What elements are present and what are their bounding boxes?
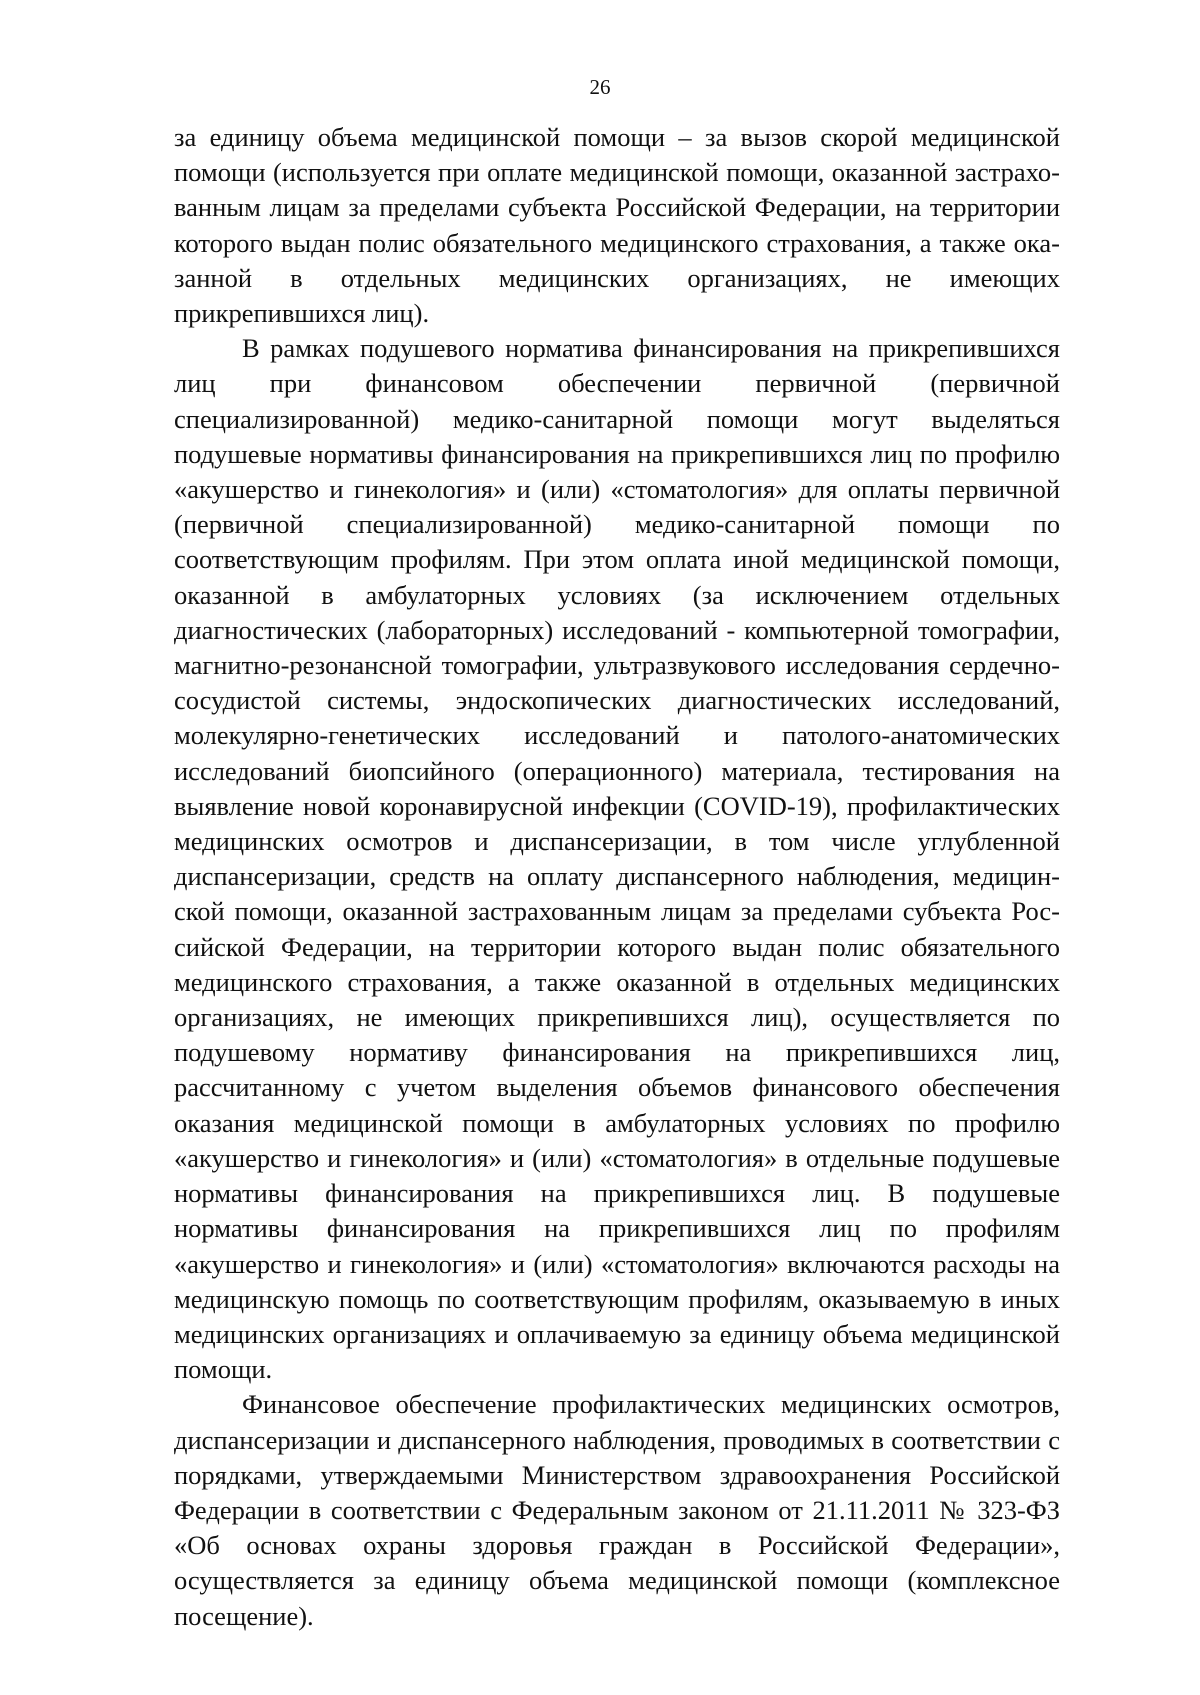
document-body: [174, 120, 1060, 1634]
paragraph-per-capita-norms: В рамках подушевого норматива финансирования на прикрепившихся лиц при финансовом обеспечении первичной (первичной специализированной) медико-санитарной помощи могут выделяться подушевые нормативы финансирования на прикрепившихся лиц по профилю «акушерство и гинекология» и (или) «стоматология» для оплаты первичной (первичной специализированной) медико-санитарной помощи по соответствующим профилям. При этом оплата иной медицинской помощи, оказанной в амбулаторных условиях (за исключением отдельных диагностических (лабораторных) исследований - компьютерной томографии, магнитно-резонансной томографии, ультразвукового исследования сердечно-сосудистой системы, эндоскопических диагностических исследований, молекулярно-генетических исследований и патолого-анатомических исследований биопсийного (операционного) материала, тестирования на выявление новой коронавирусной инфекции (COVID-19), профилактических медицинских осмотров и диспансеризации, в том числе углубленной диспансеризации, средств на оплату диспансерного наблюдения, медицинской помощи, оказанной застрахованным лицам за пределами субъекта Российской Федерации, на территории которого выдан полис обязательного медицинского страхования, а также оказанной в отдельных медицинских организациях, не имеющих прикрепившихся лиц), осуществляется по подушевому нормативу финансирования на прикрепившихся лиц, рассчитанному с учетом выделения объемов финансового обеспечения оказания медицинской помощи в амбулаторных условиях по профилю «акушерство и гинекология» и (или) «стоматология» в отдельные подушевые нормативы финансирования на прикрепившихся лиц. В подушевые нормативы финансирования на прикрепившихся лиц по профилям «акушерство и гинекология» и (или) «стоматология» включаются расходы на медицинскую помощь по соответствующим профилям, оказываемую в иных медицинских организациях и оплачиваемую за единицу объема медицинской помощи.: [174, 333, 1060, 1385]
paragraph-continuation: за единицу объема медицинской помощи – за вызов скорой медицинской помощи (используется при оплате медицинской помощи, оказанной застрахованным лицам за пределами субъекта Российской Федерации, на территории которого выдан полис обязательного медицинского страхования, а также оказанной в отдельных медицинских организациях, не имеющих прикрепившихся лиц).: [174, 122, 1060, 329]
paragraph-financing-checkups: Финансовое обеспечение профилактических медицинских осмотров, диспансеризации и диспансерного наблюдения, проводимых в соответствии с порядками, утверждаемыми Министерством здравоохранения Российской Федерации в соответствии с Федеральным законом от 21.11.2011 № 323-ФЗ «Об основах охраны здоровья граждан в Российской Федерации», осуществляется за единицу объема медицинской помощи (комплексное посещение).: [174, 1389, 1060, 1631]
page-number: 26: [589, 75, 611, 99]
